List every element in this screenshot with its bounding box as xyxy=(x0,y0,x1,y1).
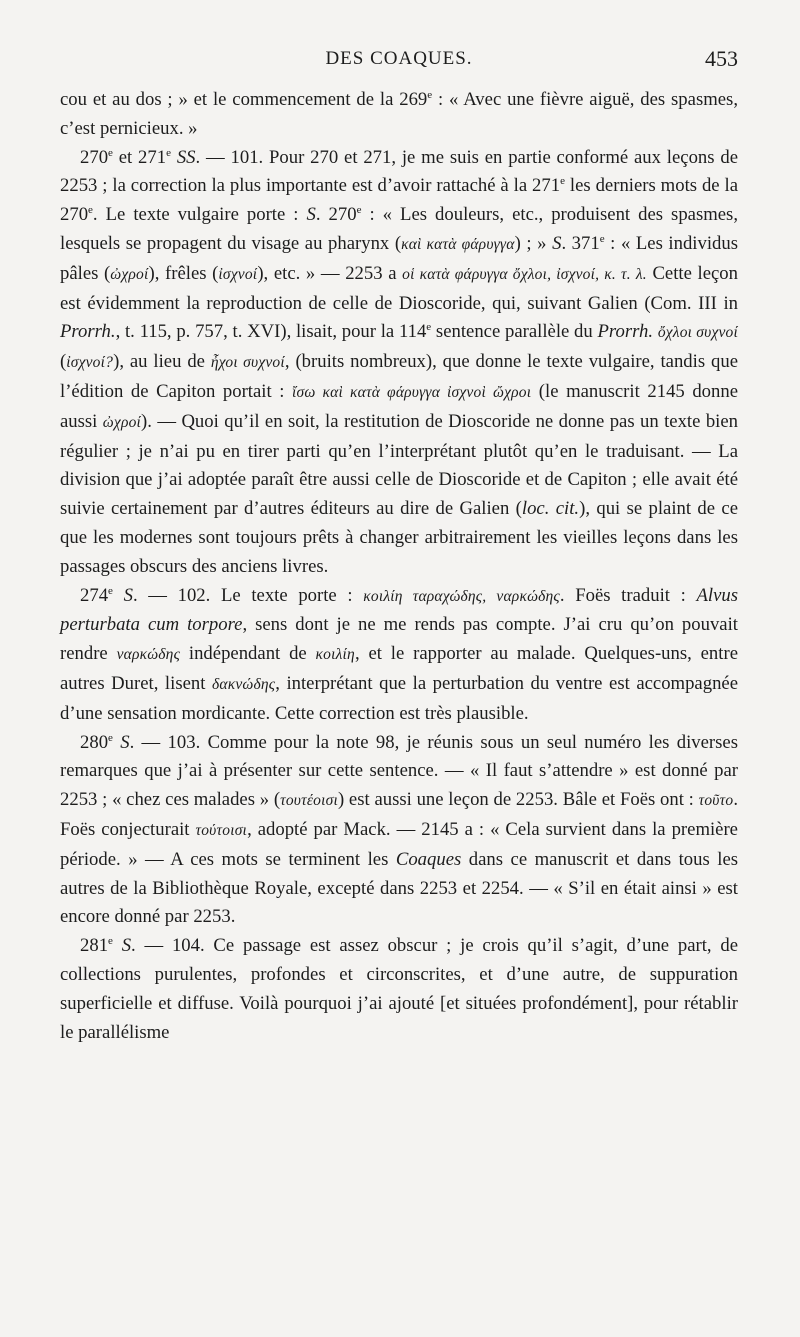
page-header xyxy=(60,46,738,74)
note-102: 274e S. — 102. Le texte porte : κοιλίη ταραχώδης, ναρκώδης. Foës traduit : Alvus perturbata cum torpore, sens dont je ne me rends pas compte. J’ai cru qu’on pouvait rendre ναρκώδης indépendant de κοιλίη, et le rapporter au malade. Quelques-uns, entre autres Duret, lisent δακνώδης, interprétant que la perturbation du ventre est accompagnée d’une sensation mordicante. Cette correction est très plausible. xyxy=(60,584,739,724)
note-103: 280e S. — 103. Comme pour la note 98, je réunis sous un seul numéro les diverses remarques que j’ai à présenter sur cette sentence. — « Il faut s’attendre » est donné par 2253 ; « chez ces malades » (τουτέοισι) est aussi une leçon de 2253. Bâle et Foës ont : τοῦτο. Foës conjecturait τούτοισι, adopté par Mack. — 2145 a : « Cela survient dans la première période. » — A ces mots se terminent les Coaques dans ce manuscrit et dans tous les autres de la Bibliothèque Royale, excepté dans 2253 et 2254. — « S’il en était ainsi » est encore donné par 2253. xyxy=(60,731,739,928)
note-104: 281e S. — 104. Ce passage est assez obscur ; je crois qu’il s’agit, d’une part, de collections purulentes, profondes et circonscrites, et d’une autre, de suppuration superficielle et diffuse. Voilà pourquoi j’ai ajouté [et situées profondément], pour rétablir le parallélisme xyxy=(60,934,738,1043)
running-title: DES COAQUES. xyxy=(325,48,473,69)
page-body xyxy=(60,86,738,1047)
paragraph-continuation: cou et au dos ; » et le commencement de la 269e : « Avec une fièvre aiguë, des spasmes, c’est pernicieux. » xyxy=(60,88,738,139)
note-101: 270e et 271e SS. — 101. Pour 270 et 271, je me suis en partie conformé aux leçons de 2253 ; la correction la plus importante est d’avoir rattaché à la 271e les derniers mots de la 270e. Le texte vulgaire porte : S. 270e : « Les douleurs, etc., produisent des spasmes, lesquels se propagent du visage au pharynx (καὶ κατὰ φάρυγγα) ; » S. 371e : « Les individus pâles (ὠχροί), frêles (ἰσχνοί), etc. » — 2253 a οἱ κατὰ φάρυγγα ὄχλοι, ἰσχνοί, κ. τ. λ. Cette leçon est évidemment la reproduction de celle de Dioscoride, qui, suivant Galien (Com. III in Prorrh., t. 115, p. 757, t. XVI), lisait, pour la 114e sentence parallèle du Prorrh. ὄχλοι συχνοί (ἰσχνοί?), au lieu de ἦχοι συχνοί, (bruits nombreux), que donne le texte vulgaire, tandis que l’édition de Capiton portait : ἴσω καὶ κατὰ φάρυγγα ἰσχνοὶ ὤχροι (le manuscrit 2145 donne aussi ὠχροί). — Quoi qu’il en soit, la restitution de Dioscoride ne donne pas un texte bien régulier ; je n’ai pu en tirer parti qu’en l’interprétant plutôt qu’en le traduisant. — La division que j’ai adoptée paraît être aussi celle de Dioscoride et de Capiton ; elle avait été suivie certainement par d’autres éditeurs au dire de Galien (loc. cit.), qui se plaint de ce que les modernes sont toujours prêts à changer arbitrairement les vieilles leçons dans les passages obscurs des anciens livres. xyxy=(60,146,739,577)
page-number: 453 xyxy=(705,46,738,71)
